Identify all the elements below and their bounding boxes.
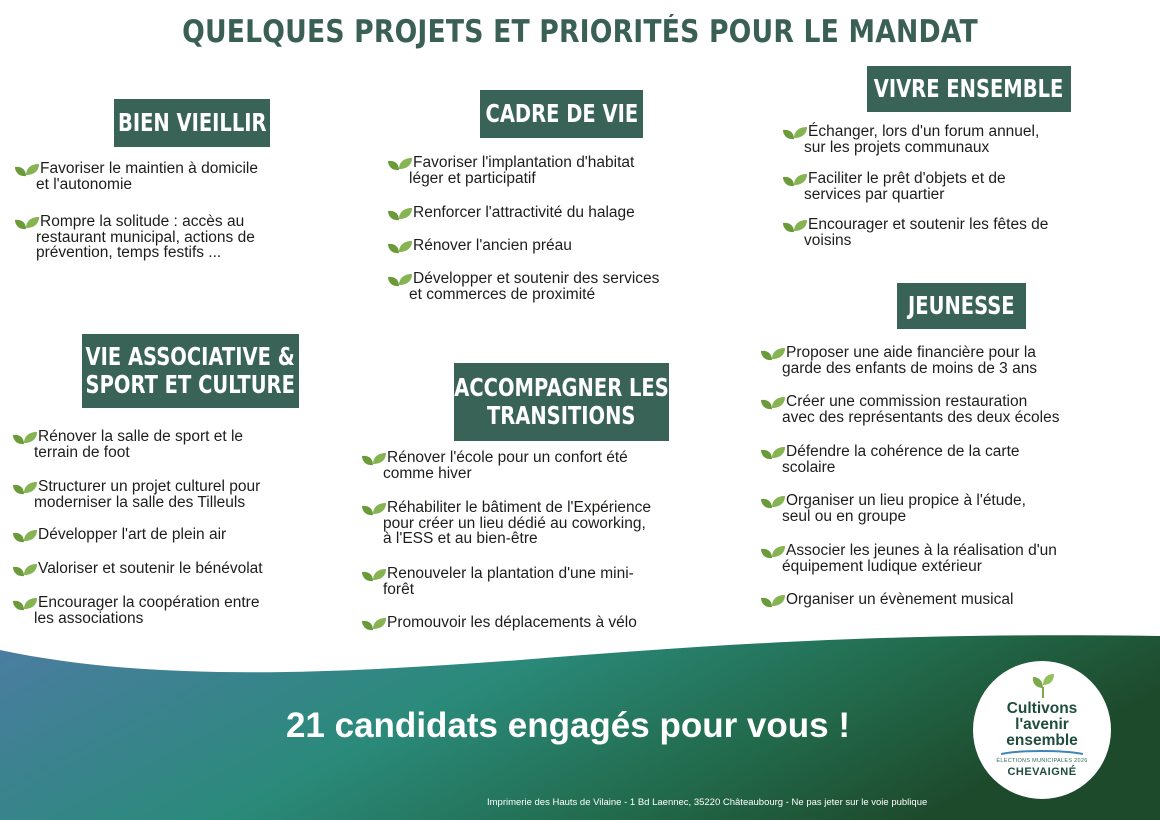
leaf-icon (12, 480, 38, 496)
leaf-icon (387, 239, 413, 255)
list-item-text: équipement ludique extérieur (782, 557, 982, 575)
list-item-text: restaurant municipal, actions de (36, 228, 255, 246)
list-item (383, 565, 634, 598)
list-item-text: Organiser un lieu propice à l'étude, (786, 492, 1026, 509)
list-item-text: prévention, temps festifs ... (36, 244, 222, 261)
list-item-text: Favoriser le maintien à domicile (40, 160, 258, 177)
leaf-icon (12, 596, 38, 612)
list-item-text: forêt (383, 580, 415, 598)
leaf-icon (387, 272, 413, 288)
leaf-icon (760, 593, 786, 609)
list-item (387, 615, 637, 631)
list-item (413, 205, 635, 221)
list-item (782, 542, 1057, 575)
list-item (409, 154, 635, 187)
campaign-logo (973, 661, 1111, 799)
leaf-icon (760, 494, 786, 510)
section-title-cadre-de-vie: CADRE DE VIE (480, 90, 643, 138)
list-item-text: Défendre la cohérence de la carte (786, 443, 1020, 460)
list-item-text: léger et participatif (409, 169, 536, 187)
list-item-text: Rompre la solitude : accès au (40, 213, 245, 230)
list-item (782, 344, 1038, 377)
list-item-text: Valoriser et soutenir le bénévolat (38, 560, 263, 577)
leaf-icon (760, 346, 786, 362)
section-title-vivre-ensemble: VIVRE ENSEMBLE (867, 66, 1071, 112)
list-item-text: Rénover l'école pour un confort été (387, 449, 628, 466)
list-item (36, 160, 258, 193)
list-item (34, 594, 260, 627)
logo-subtitle: ÉLECTIONS MUNICIPALES 2026 (996, 758, 1088, 764)
list-item-text: Faciliter le prêt d'objets et de (808, 170, 1006, 187)
section-title-jeunesse: JEUNESSE (897, 283, 1026, 329)
sprout-icon (1030, 673, 1056, 699)
list-item (782, 393, 1060, 426)
list-item (409, 270, 660, 303)
leaf-icon (14, 162, 40, 178)
leaf-icon (361, 501, 387, 517)
list-item-text: seul ou en groupe (782, 507, 907, 525)
list-item-text: sur les projets communaux (804, 138, 990, 156)
list-item-text: Promouvoir les déplacements à vélo (387, 614, 637, 631)
list-item-text: Favoriser l'implantation d'habitat (413, 154, 635, 171)
list-item-text: les associations (34, 609, 144, 627)
leaf-icon (12, 430, 38, 446)
logo-line-1: Cultivons (1006, 700, 1078, 717)
list-item (782, 492, 1026, 525)
list-item (38, 527, 226, 543)
list-item-text: Développer et soutenir des services (413, 270, 660, 287)
logo-town: CHEVAIGNÉ (1007, 766, 1077, 778)
list-item (38, 561, 263, 577)
logo-line-3: ensemble (1006, 732, 1078, 749)
leaf-icon (760, 445, 786, 461)
list-item-text: Renouveler la plantation d'une mini- (387, 565, 634, 582)
leaf-icon (760, 395, 786, 411)
section-title-vie-associative: VIE ASSOCIATIVE & SPORT ET CULTURE (82, 334, 299, 408)
logo-swoosh (1001, 750, 1083, 756)
list-item-text: moderniser la salle des Tilleuls (34, 493, 246, 511)
leaf-icon (12, 562, 38, 578)
section-title-transitions: ACCOMPAGNER LES TRANSITIONS (454, 363, 669, 441)
list-item (804, 170, 1006, 203)
list-item-text: Développer l'art de plein air (38, 526, 227, 543)
list-item-text: Rénover l'ancien préau (413, 237, 572, 254)
list-item-text: et commerces de proximité (409, 285, 596, 303)
list-item-text: Échanger, lors d'un forum annuel, (808, 123, 1040, 140)
leaf-icon (361, 567, 387, 583)
leaf-icon (361, 451, 387, 467)
list-item (36, 213, 255, 261)
list-item-text: et l'autonomie (36, 175, 133, 193)
list-item-text: à l'ESS et au bien-être (383, 530, 538, 547)
list-item (383, 499, 652, 547)
list-item (786, 592, 1013, 608)
list-item-text: garde des enfants de moins de 3 ans (782, 359, 1038, 377)
list-item-text: scolaire (782, 458, 836, 476)
list-item (804, 123, 1040, 156)
leaf-icon (387, 206, 413, 222)
slogan: 21 candidats engagés pour vous ! (285, 706, 851, 745)
leaf-icon (14, 215, 40, 231)
list-item (383, 449, 628, 482)
list-item-text: Renforcer l'attractivité du halage (413, 204, 635, 221)
list-item-text: terrain de foot (34, 443, 130, 461)
list-item-text: pour créer un lieu dédié au coworking, (383, 514, 646, 532)
list-item (413, 238, 572, 254)
leaf-icon (782, 125, 808, 141)
logo-line-2: l'avenir (1015, 716, 1069, 733)
leaf-icon (760, 544, 786, 560)
section-title-bien-vieillir: BIEN VIEILLIR (114, 99, 270, 147)
leaf-icon (782, 218, 808, 234)
list-item-text: Encourager la coopération entre (38, 594, 260, 611)
leaf-icon (387, 156, 413, 172)
list-item-text: voisins (804, 231, 852, 249)
list-item (34, 428, 244, 461)
list-item-text: Réhabiliter le bâtiment de l'Expérience (387, 499, 652, 516)
list-item-text: comme hiver (383, 464, 472, 482)
list-item (34, 478, 261, 511)
list-item-text: Rénover la salle de sport et le (38, 428, 244, 445)
page-title: QUELQUES PROJETS ET PRIORITÉS POUR LE MANDAT (182, 14, 978, 50)
list-item-text: Proposer une aide financière pour la (786, 344, 1036, 361)
list-item-text: avec des représentants des deux écoles (782, 408, 1060, 426)
list-item-text: Organiser un évènement musical (786, 591, 1014, 608)
list-item-text: Associer les jeunes à la réalisation d'un (786, 542, 1057, 559)
leaf-icon (782, 172, 808, 188)
list-item (804, 216, 1049, 249)
list-item-text: Encourager et soutenir les fêtes de (808, 216, 1049, 233)
list-item-text: services par quartier (804, 185, 945, 203)
list-item (782, 443, 1020, 476)
list-item-text: Créer une commission restauration (786, 393, 1028, 410)
printer-notice: Imprimerie des Hauts de Vilaine - 1 Bd Laennec, 35220 Châteaubourg - Ne pas jeter sur le voie publique (487, 797, 928, 808)
list-item-text: Structurer un projet culturel pour (38, 478, 261, 495)
leaf-icon (12, 528, 38, 544)
